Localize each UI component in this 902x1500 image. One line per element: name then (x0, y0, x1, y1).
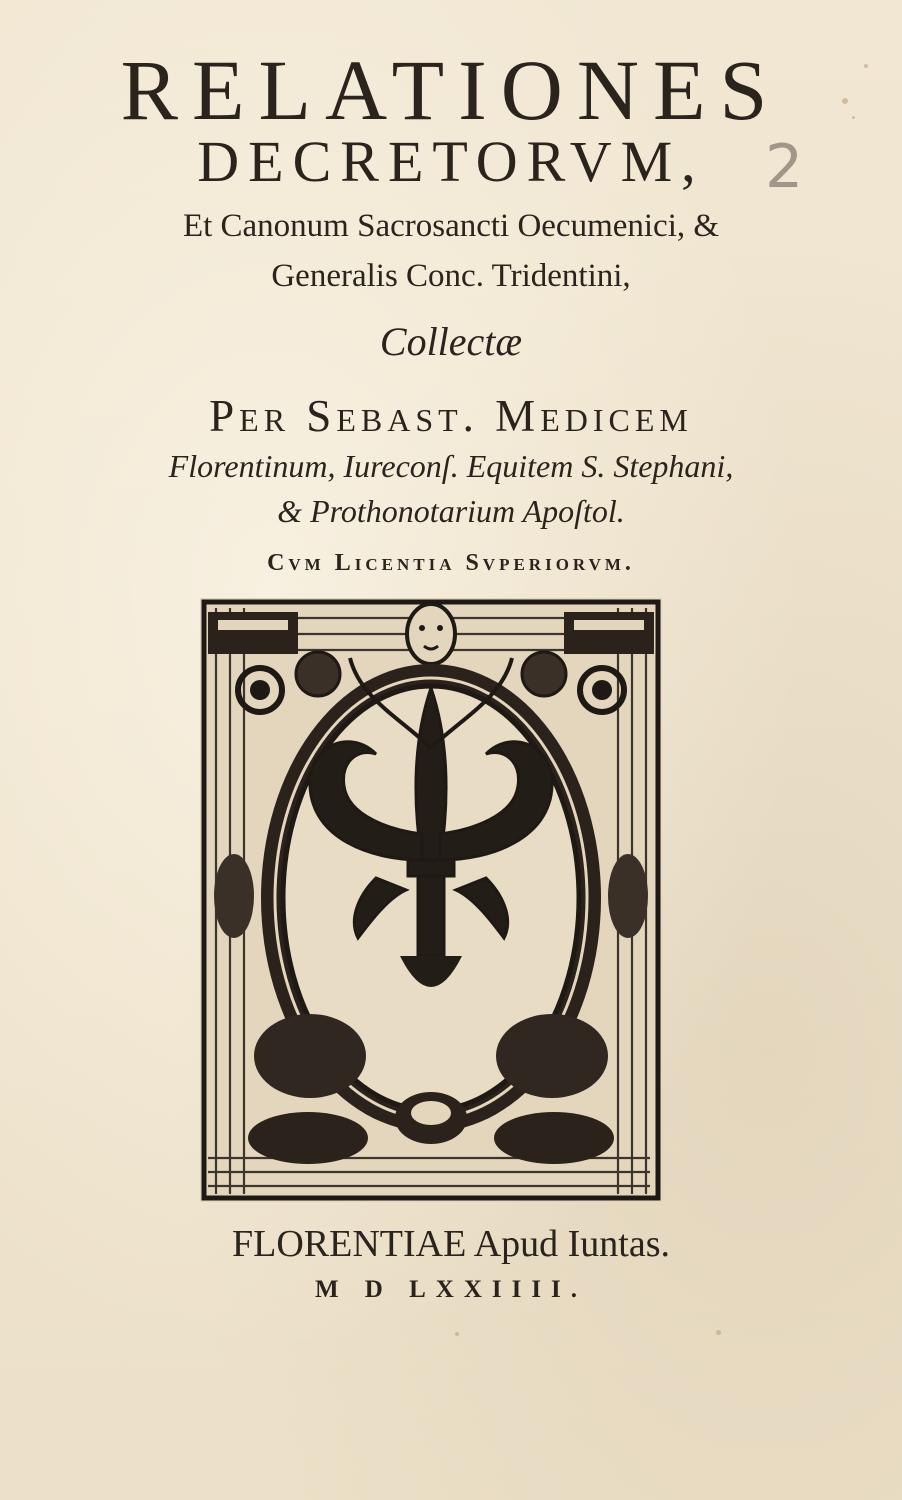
title-line-2: DECRETORVM, (197, 129, 705, 194)
author-line-3: & Prothonotarium Apoſtol. (277, 493, 625, 529)
printers-device-woodcut (200, 598, 662, 1202)
license-line: Cvm Licentia Svperiorvm. (267, 550, 635, 576)
title-line-1: RELATIONES (120, 42, 782, 138)
foxing-spot (455, 1332, 459, 1336)
collecta-word: Collectæ (379, 319, 523, 364)
imprint-line: FLORENTIAE Apud Iuntas. (231, 1223, 671, 1265)
author-line-2: Florentinum, Iureconſ. Equitem S. Stephani, (168, 448, 734, 484)
pencil-annotation: 2 (765, 132, 804, 202)
subtitle-line-1: Et Canonum Sacrosancti Oecumenici, & (182, 208, 720, 244)
subtitle-line-2: Generalis Conc. Tridentini, (271, 258, 631, 294)
foxing-spot (716, 1330, 721, 1335)
date-line: M D LXXIIII. (314, 1276, 588, 1303)
author-line-1: Per Sebast. Medicem (209, 391, 693, 441)
